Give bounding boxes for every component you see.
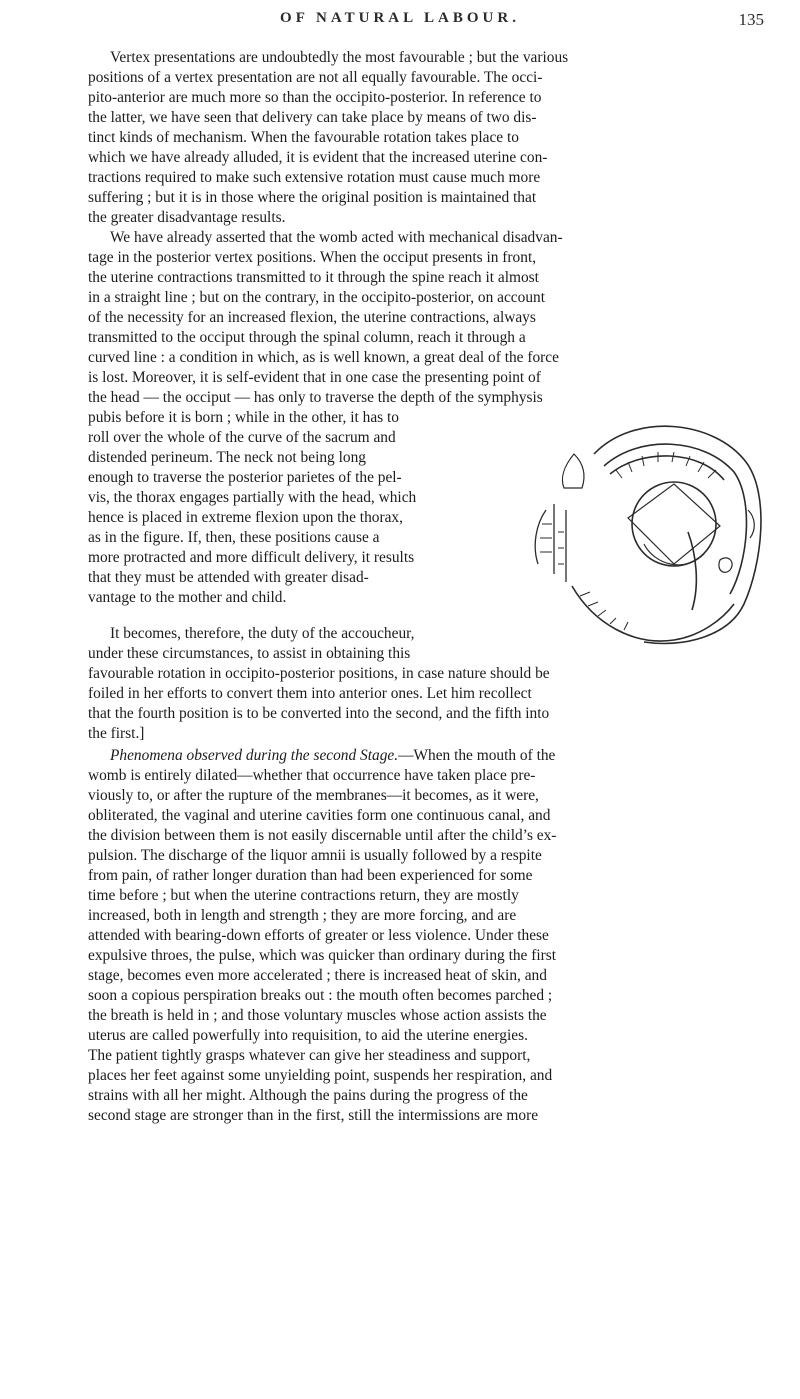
text-line: attended with bearing-down efforts of greater or less violence. Under these bbox=[88, 927, 549, 944]
text-line: more protracted and more difficult delivery, it results bbox=[88, 549, 415, 566]
text-line: viously to, or after the rupture of the membranes—it becomes, as it were, bbox=[88, 787, 539, 804]
text-line: We have already asserted that the womb acted with mechanical disadvan- bbox=[110, 229, 563, 246]
text-line: positions of a vertex presentation are not all equally favourable. The occi- bbox=[88, 69, 543, 86]
text-line: tinct kinds of mechanism. When the favourable rotation takes place to bbox=[88, 129, 519, 146]
text-line: foiled in her efforts to convert them into anterior ones. Let him recollect bbox=[88, 685, 532, 702]
running-title: OF NATURAL LABOUR. bbox=[280, 10, 520, 26]
text-line: the uterine contractions transmitted to it through the spine reach it almost bbox=[88, 269, 539, 286]
text-line bbox=[88, 746, 772, 766]
text-line: tage in the posterior vertex positions. When the occiput presents in front, bbox=[88, 249, 537, 266]
pelvis-figure bbox=[524, 414, 764, 654]
text-line: the greater disadvantage results. bbox=[88, 209, 286, 226]
text-line: vantage to the mother and child. bbox=[88, 589, 287, 606]
text-line: the head — the occiput — has only to traverse the depth of the symphysis bbox=[88, 389, 543, 406]
text-line: pito-anterior are much more so than the occipito-posterior. In reference to bbox=[88, 89, 542, 106]
uterine-wall bbox=[610, 456, 724, 480]
text-line: soon a copious perspiration breaks out : the mouth often becomes parched ; bbox=[88, 987, 553, 1004]
text-line: the breath is held in ; and those voluntary muscles whose action assists the bbox=[88, 1007, 547, 1024]
text-line: roll over the whole of the curve of the sacrum and bbox=[88, 429, 396, 446]
text-line: of the necessity for an increased flexion, the uterine contractions, always bbox=[88, 309, 536, 326]
text-line: hence is placed in extreme flexion upon the thorax, bbox=[88, 509, 403, 526]
text-line: distended perineum. The neck not being long bbox=[88, 449, 366, 466]
running-head bbox=[0, 10, 800, 40]
text-line: curved line : a condition in which, as is well known, a great deal of the force bbox=[88, 349, 559, 366]
fetal-body bbox=[688, 532, 696, 610]
text-line: under these circumstances, to assist in obtaining this bbox=[88, 645, 411, 662]
page-number: 135 bbox=[738, 10, 764, 29]
fetal-ear bbox=[719, 558, 732, 572]
paragraph-4 bbox=[88, 746, 772, 1126]
text-line: It becomes, therefore, the duty of the accoucheur, bbox=[110, 625, 415, 642]
text-line: stage, becomes even more accelerated ; there is increased heat of skin, and bbox=[88, 967, 547, 984]
text-line: expulsive throes, the pulse, which was quicker than ordinary during the first bbox=[88, 947, 557, 964]
paragraph-1 bbox=[88, 48, 772, 228]
text-line: uterus are called powerfully into requisition, to aid the uterine energies. bbox=[88, 1027, 528, 1044]
sacrum bbox=[535, 504, 566, 582]
text-line: that they must be attended with greater disad- bbox=[88, 569, 369, 586]
pelvis-outline bbox=[594, 426, 761, 643]
text-fragment: —When the mouth of the bbox=[398, 747, 556, 764]
text-line: that the fourth position is to be converted into the second, and the fifth into bbox=[88, 705, 550, 722]
sacrum-hatch bbox=[540, 524, 564, 564]
perineum-shading bbox=[580, 592, 628, 630]
fetal-head bbox=[632, 482, 716, 566]
text-line: pulsion. The discharge of the liquor amnii is usually followed by a respite bbox=[88, 847, 542, 864]
text-line: Vertex presentations are undoubtedly the most favourable ; but the various bbox=[110, 49, 569, 66]
text-line: the first.] bbox=[88, 725, 145, 742]
text-line: tractions required to make such extensive rotation must cause much more bbox=[88, 169, 541, 186]
text-line: second stage are stronger than in the first, still the intermissions are more bbox=[88, 1107, 539, 1124]
text-line: suffering ; but it is in those where the original position is maintained that bbox=[88, 189, 537, 206]
text-line: the latter, we have seen that delivery can take place by means of two dis- bbox=[88, 109, 537, 126]
text-line: from pain, of rather longer duration than had been experienced for some bbox=[88, 867, 533, 884]
text-line: strains with all her might. Although the pains during the progress of the bbox=[88, 1087, 528, 1104]
text-line: the division between them is not easily discernable until after the child’s ex- bbox=[88, 827, 557, 844]
text-line: obliterated, the vaginal and uterine cavities form one continuous canal, and bbox=[88, 807, 551, 824]
text-line: increased, both in length and strength ; they are more forcing, and are bbox=[88, 907, 517, 924]
pelvis-inner-outline bbox=[604, 444, 746, 594]
symphysis-pubis bbox=[562, 454, 583, 488]
text-line: favourable rotation in occipito-posterior positions, in case nature should be bbox=[88, 665, 550, 682]
text-line: which we have already alluded, it is evident that the increased uterine con- bbox=[88, 149, 548, 166]
text-line: is lost. Moreover, it is self-evident that in one case the presenting point of bbox=[88, 369, 541, 386]
pelvic-side-detail bbox=[748, 510, 754, 538]
perineum bbox=[572, 586, 734, 641]
text-line: time before ; but when the uterine contractions return, they are mostly bbox=[88, 887, 519, 904]
text-line: pubis before it is born ; while in the other, it has to bbox=[88, 409, 399, 426]
text-line: vis, the thorax engages partially with the head, which bbox=[88, 489, 417, 506]
text-line: womb is entirely dilated—whether that occurrence have taken place pre- bbox=[88, 767, 536, 784]
text-line: The patient tightly grasps whatever can give her steadiness and support, bbox=[88, 1047, 531, 1064]
text-line: in a straight line ; but on the contrary, in the occipito-posterior, on account bbox=[88, 289, 545, 306]
text-line: enough to traverse the posterior parietes of the pel- bbox=[88, 469, 402, 486]
section-heading: Phenomena observed during the second Stage. bbox=[110, 747, 399, 764]
text-line: places her feet against some unyielding point, suspends her respiration, and bbox=[88, 1067, 553, 1084]
text-line: transmitted to the occiput through the spinal column, reach it through a bbox=[88, 329, 526, 346]
text-line: as in the figure. If, then, these positions cause a bbox=[88, 529, 380, 546]
